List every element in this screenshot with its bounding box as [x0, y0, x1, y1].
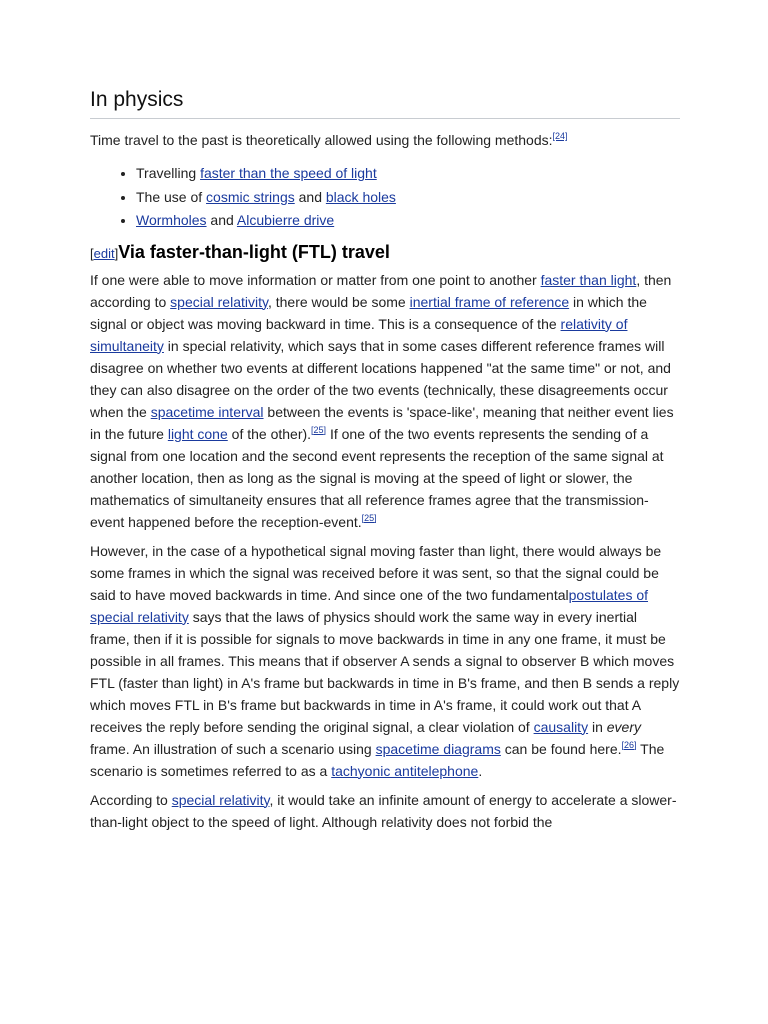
- link-cosmic-strings[interactable]: cosmic strings: [206, 188, 295, 205]
- link-alcubierre-drive[interactable]: Alcubierre drive: [236, 212, 335, 228]
- link-spacetime-interval[interactable]: spacetime interval: [150, 403, 264, 420]
- edit-section-link[interactable]: [edit]: [90, 245, 119, 261]
- link-special-relativity[interactable]: special relativity: [170, 293, 268, 310]
- citation-24[interactable]: [24]: [552, 131, 568, 141]
- link-relativity-of-simultaneity[interactable]: relativity of simultaneity: [90, 315, 628, 354]
- link-postulates-of-special-relativity[interactable]: postulates of special relativity: [90, 586, 649, 625]
- list-item: • Wormholes and Alcubierre drive: [136, 209, 680, 233]
- list-item: • Travelling faster than the speed of light: [136, 162, 680, 186]
- link-spacetime-diagrams[interactable]: spacetime diagrams: [375, 740, 501, 757]
- link-tachyonic-antitelephone[interactable]: tachyonic antitelephone: [331, 762, 479, 779]
- paragraph-2: However, in the case of a hypothetical signal moving faster than light, there would always be some frames in which the signal was received before it was sent, so that the signal could be said to have moved backwards in time. And since one of the two fundamentalpostulates of special relativity says that the laws of physics should work the same way in every inertial frame, then if it is possible for signals to move backwards in time in any one frame, it must be possible in all frames. This means that if observer A sends a signal to observer B which moves FTL (faster than light) in A's frame but backwards in time in B's frame, and then B sends a reply which moves FTL in B's frame but backwards in time in A's frame, it could work out that A receives the reply before sending the original signal, a clear violation of causality in every frame. An illustration of such a scenario using spacetime diagrams can be found here.[26] The scenario is sometimes referred to as a tachyonic antitelephone.: [90, 542, 680, 779]
- article-content: [90, 88, 680, 840]
- citation-26[interactable]: [26]: [621, 739, 637, 750]
- section-heading: In physics: [90, 88, 680, 119]
- link-faster-than-light[interactable]: faster than the speed of light: [200, 165, 377, 181]
- list-item: • The use of cosmic strings and black holes: [136, 186, 680, 210]
- link-causality[interactable]: causality: [533, 718, 589, 735]
- paragraph-3: According to special relativity, it would take an infinite amount of energy to accelerate a slower-than-light object to the speed of light. Although relativity does not forbid the: [90, 791, 677, 830]
- link-black-holes[interactable]: black holes: [325, 188, 396, 205]
- citation-25[interactable]: [25]: [311, 424, 327, 435]
- subsection-header: [90, 242, 680, 263]
- link-inertial-frame[interactable]: inertial frame of reference: [409, 293, 570, 310]
- intro-paragraph: Time travel to the past is theoretically allowed using the following methods:[24]: [90, 131, 568, 148]
- link-light-cone[interactable]: light cone: [167, 425, 228, 442]
- link-special-relativity[interactable]: special relativity: [171, 791, 270, 808]
- link-wormholes[interactable]: Wormholes: [136, 212, 207, 228]
- subsection-title: Via faster-than-light (FTL) travel: [118, 241, 390, 262]
- paragraph-1: If one were able to move information or matter from one point to another faster than light, then according to special relativity, there would be some inertial frame of reference in which the signal or object was moving backward in time. This is a consequence of the relativity of simultaneity in special relativity, which says that in some cases different reference frames will disagree on whether two events at different locations happened "at the same time" or not, and they can also disagree on the order of the two events (technically, these disagreements occur when the spacetime interval between the events is 'space-like', meaning that neither event lies in the future light cone of the other).[25] If one of the two events represents the sending of a signal from one location and the second event represents the reception of the same signal at another location, then as long as the signal is moving at the speed of light or slower, the mathematics of simultaneity ensures that all reference frames agree that the transmission-event happened before the reception-event.[25]: [90, 271, 674, 530]
- methods-list: [90, 162, 680, 233]
- link-faster-than-light[interactable]: faster than light: [540, 271, 637, 288]
- citation-25[interactable]: [25]: [361, 512, 377, 523]
